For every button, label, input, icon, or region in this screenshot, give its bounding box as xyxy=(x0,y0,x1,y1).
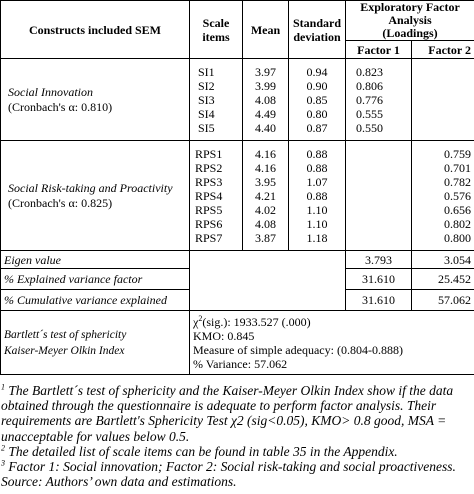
list-item: SI2 xyxy=(198,78,215,93)
list-item: 0.88 xyxy=(306,146,328,161)
list-item: 0.800 xyxy=(444,230,472,245)
list-item: 0.782 xyxy=(444,174,472,189)
note-3-line-1: $^3$ Factor 1: Social innovation; Factor 2: Social risk-taking and social proactiveness. xyxy=(1,459,456,475)
variance-value: % Variance: 57.062 xyxy=(193,356,288,371)
list-item: RPS6 xyxy=(195,216,223,231)
list-item: 0.80 xyxy=(306,106,328,121)
msa-value: Measure of simple adequacy: (0.804-0.888) xyxy=(193,342,403,357)
list-item: 3.95 xyxy=(255,174,276,189)
construct-social-innovation xyxy=(1,59,190,141)
list-item: SI1 xyxy=(198,64,215,79)
rps-factor2 xyxy=(412,141,474,251)
header-constructs: Constructs included SEM xyxy=(1,1,190,59)
list-item: RPS7 xyxy=(195,230,223,245)
header-factor-1: Factor 1 xyxy=(346,41,412,59)
note-1-line-1: $^1$ The Bartlett´s test of sphericity and the Kaiser-Meyer Olkin Index show if the data xyxy=(1,383,454,398)
rps-items xyxy=(190,141,243,251)
cumulative-label: % Cumulative variance explained xyxy=(1,290,190,311)
list-item: 4.40 xyxy=(255,120,276,135)
efa-title-line-3: (Loadings) xyxy=(382,26,438,40)
note-1-line-2: obtained through the questionnaire is adequate to perform factor analysis. Their xyxy=(1,398,437,414)
construct-name: Social Innovation xyxy=(8,84,93,99)
list-item: 0.88 xyxy=(306,160,328,175)
list-item: 0.94 xyxy=(306,64,328,79)
header-standard-deviation: Standard deviation xyxy=(289,1,346,59)
si-factor1 xyxy=(346,59,412,141)
header-factor-2: Factor 2 xyxy=(412,41,474,59)
cumulative-f1: 31.610 xyxy=(346,290,412,311)
si-sds xyxy=(289,59,346,141)
list-item: 0.85 xyxy=(306,92,328,107)
note-text: The Bartlett´s test of sphericity and the Kaiser-Meyer Olkin Index show if the data xyxy=(8,383,454,398)
note-1-line-3: requirements are Bartlett's Sphericity Test χ2 (sig<0.05), KMO> 0.8 good, MSA = xyxy=(1,413,447,429)
explained-f1: 31.610 xyxy=(346,269,412,290)
table-row-bartlett xyxy=(1,311,474,375)
kmo-value: KMO: 0.845 xyxy=(193,328,255,343)
list-item: 4.21 xyxy=(255,188,276,203)
rps-sds xyxy=(289,141,346,251)
construct-risk-taking xyxy=(1,141,190,251)
list-item: RPS4 xyxy=(195,188,223,203)
eigen-f2: 3.054 xyxy=(412,251,474,269)
cumulative-f2: 57.062 xyxy=(412,290,474,311)
list-item: 3.99 xyxy=(255,78,276,93)
list-item: 0.88 xyxy=(306,188,328,203)
table-row-eigen xyxy=(1,251,474,269)
table-row-risk-taking xyxy=(1,141,474,251)
list-item: 0.806 xyxy=(356,78,383,93)
list-item: 0.87 xyxy=(306,120,328,135)
list-item: 0.90 xyxy=(306,78,328,93)
rps-factor1-empty xyxy=(346,141,412,251)
list-item: 0.802 xyxy=(444,216,472,231)
si-means xyxy=(243,59,289,141)
list-item: 4.16 xyxy=(255,146,276,161)
explained-f2: 25.452 xyxy=(412,269,474,290)
si-factor2-empty xyxy=(412,59,474,141)
list-item: 4.02 xyxy=(255,202,276,217)
list-item: RPS2 xyxy=(195,160,223,175)
list-item: 4.08 xyxy=(255,216,276,231)
si-items xyxy=(190,59,243,141)
list-item: 0.701 xyxy=(444,160,472,175)
note-text: The detailed list of scale items can be found in table 35 in the Appendix. xyxy=(8,443,398,459)
chi-square: $\chi^2(sig.)$: 1933.527 (.000) xyxy=(193,313,311,329)
efa-title-line-2: Analysis xyxy=(388,13,432,27)
summary-blank xyxy=(190,251,346,311)
list-item: 0.656 xyxy=(444,202,472,217)
list-item: 0.823 xyxy=(356,64,383,79)
list-item: SI3 xyxy=(198,92,215,107)
note-1-line-4: unacceptable for values below 0.5. xyxy=(1,428,190,444)
kmo-label: Kaiser-Meyer Olkin Index xyxy=(4,344,125,357)
efa-title-line-1: Exploratory Factor xyxy=(360,0,460,14)
cronbach-alpha: (Cronbach's α: 0.825) xyxy=(8,195,113,210)
chi-square-value: (sig.): 1933.527 (.000) xyxy=(202,314,311,329)
bartlett-values xyxy=(190,311,474,375)
header-efa xyxy=(346,1,474,41)
cronbach-alpha: (Cronbach's α: 0.810) xyxy=(8,99,113,114)
list-item: 0.759 xyxy=(444,146,472,161)
list-item: 3.97 xyxy=(255,64,276,79)
note-text: Factor 1: Social innovation; Factor 2: Social risk-taking and social proactiveness. xyxy=(8,459,456,475)
list-item: 0.576 xyxy=(444,188,472,203)
header-scale-items: Scale items xyxy=(190,1,243,59)
header-mean: Mean xyxy=(243,1,289,59)
eigen-label: Eigen value xyxy=(1,251,190,269)
table-notes xyxy=(1,383,473,489)
list-item: 0.776 xyxy=(356,92,383,107)
list-item: RPS3 xyxy=(195,174,223,189)
list-item: 1.07 xyxy=(306,174,328,189)
explained-label: % Explained variance factor xyxy=(1,269,190,290)
list-item: 1.18 xyxy=(306,230,328,245)
eigen-f1: 3.793 xyxy=(346,251,412,269)
table-row-social-innovation xyxy=(1,59,474,141)
list-item: 3.87 xyxy=(255,230,276,245)
note-3-line-2: Source: Authors’ own data and estimations. xyxy=(1,474,237,490)
list-item: 4.08 xyxy=(255,92,276,107)
bartlett-labels xyxy=(1,311,190,375)
list-item: 4.16 xyxy=(255,160,276,175)
list-item: SI4 xyxy=(198,106,215,121)
list-item: 4.49 xyxy=(255,106,276,121)
construct-name: Social Risk-taking and Proactivity xyxy=(8,180,173,195)
bartlett-label: Bartlett´s test of sphericity xyxy=(4,328,127,341)
list-item: 1.10 xyxy=(306,216,328,231)
rps-means xyxy=(243,141,289,251)
list-item: 0.550 xyxy=(356,120,383,135)
list-item: SI5 xyxy=(198,120,215,135)
list-item: RPS5 xyxy=(195,202,223,217)
note-2: $^2$ The detailed list of scale items can be found in table 35 in the Appendix. xyxy=(1,443,398,459)
list-item: 0.555 xyxy=(356,106,383,121)
list-item: RPS1 xyxy=(195,146,223,161)
list-item: 1.10 xyxy=(306,202,328,217)
